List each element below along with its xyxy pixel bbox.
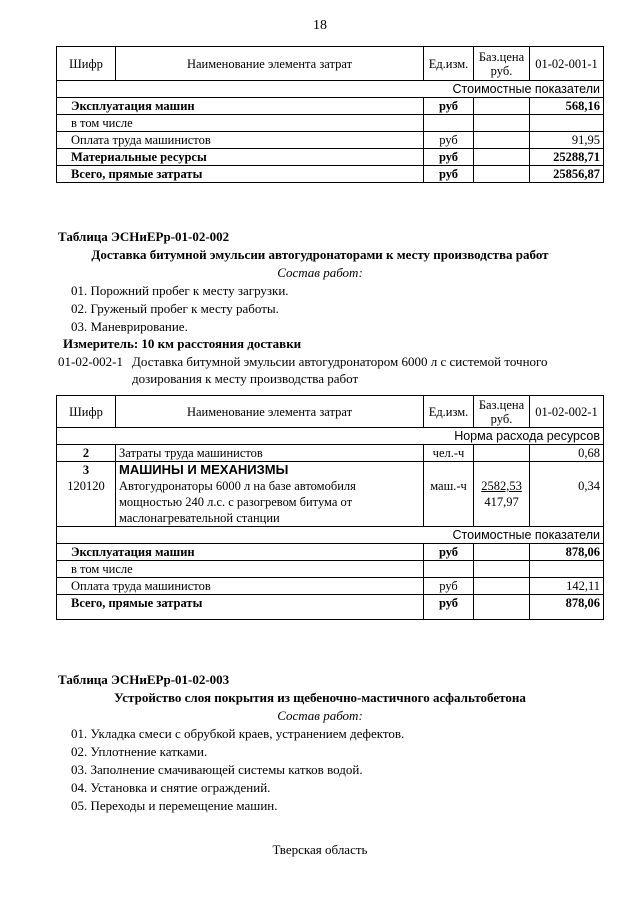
header-unit: Ед.изм.	[424, 396, 474, 428]
table-row	[57, 98, 604, 115]
header-price-line2: руб.	[490, 411, 513, 426]
row-unit: руб	[424, 544, 474, 561]
work-step: 01. Порожний пробег к месту загрузки.	[71, 283, 289, 298]
row-code: 120120	[57, 478, 116, 527]
table-row	[57, 578, 604, 595]
row-unit: руб	[424, 595, 474, 620]
table-row	[57, 166, 604, 183]
cost-table-2	[56, 395, 604, 620]
row-unit	[424, 115, 474, 132]
row-name-line: маслонагревательной станции	[119, 511, 280, 525]
meter-label: Измеритель: 10 км расстояния доставки	[63, 336, 302, 351]
table-title: Таблица ЭСНиЕРр-01-02-003	[58, 672, 230, 687]
table-row	[57, 595, 604, 620]
work-step: 02. Груженый пробег к месту работы.	[71, 301, 279, 316]
row-name-line: мощностью 240 л.с. с разогревом битума от	[119, 495, 353, 509]
work-step: 03. Заполнение смачивающей системы катков водой.	[71, 762, 363, 777]
table-title: Таблица ЭСНиЕРр-01-02-002	[58, 229, 230, 244]
item-description-2: дозирования к месту производства работ	[132, 371, 359, 386]
row-code: 2	[57, 445, 116, 462]
section-label: Стоимостные показатели	[57, 81, 604, 98]
row-value: 568,16	[530, 98, 604, 115]
table-row	[57, 445, 604, 462]
row-price	[474, 478, 530, 527]
row-value: 25288,71	[530, 149, 604, 166]
header-price	[474, 47, 530, 81]
work-step: 04. Установка и снятие ограждений.	[71, 780, 271, 795]
row-name-line: Автогудронаторы 6000 л на базе автомобиля	[119, 479, 356, 493]
table-row	[57, 561, 604, 578]
row-value: 878,06	[530, 595, 604, 620]
table-row	[57, 132, 604, 149]
row-code: 3	[57, 462, 116, 479]
section-label: Норма расхода ресурсов	[57, 428, 604, 445]
work-step: 02. Уплотнение катками.	[71, 744, 208, 759]
row-name: МАШИНЫ И МЕХАНИЗМЫ	[116, 462, 424, 479]
table-row	[57, 544, 604, 561]
table-header-row	[57, 47, 604, 81]
header-price	[474, 396, 530, 428]
header-price-line1: Баз.цена	[478, 49, 525, 64]
header-unit: Ед.изм.	[424, 47, 474, 81]
row-name: Материальные ресурсы	[57, 149, 424, 166]
section-heading: Устройство слоя покрытия из щебеночно-мастичного асфальтобетона	[114, 690, 526, 705]
header-code: Шифр	[57, 47, 116, 81]
work-step: 01. Укладка смеси с обрубкой краев, устранением дефектов.	[71, 726, 405, 741]
row-unit: руб	[424, 98, 474, 115]
table-row	[57, 149, 604, 166]
section-heading: Доставка битумной эмульсии автогудронаторами к месту производства работ	[91, 247, 549, 262]
row-name: Эксплуатация машин	[57, 98, 424, 115]
row-name	[116, 478, 424, 527]
row-value	[530, 561, 604, 578]
item-description-1: Доставка битумной эмульсии автогудронатором 6000 л с системой точного	[132, 354, 548, 369]
header-name: Наименование элемента затрат	[116, 47, 424, 81]
row-value: 25856,87	[530, 166, 604, 183]
page-footer: Тверская область	[272, 842, 368, 857]
section-label: Стоимостные показатели	[57, 527, 604, 544]
section-row	[57, 81, 604, 98]
section-row	[57, 527, 604, 544]
row-unit	[424, 561, 474, 578]
row-value: 0,68	[530, 445, 604, 462]
row-unit: руб	[424, 578, 474, 595]
row-unit: чел.-ч	[424, 445, 474, 462]
table-row	[57, 478, 604, 527]
header-code: Шифр	[57, 396, 116, 428]
row-name: в том числе	[57, 561, 424, 578]
row-name: Эксплуатация машин	[57, 544, 424, 561]
header-name: Наименование элемента затрат	[116, 396, 424, 428]
item-code: 01-02-002-1	[58, 354, 123, 369]
section-row	[57, 428, 604, 445]
price-line-1: 2582,53	[481, 479, 522, 493]
row-value: 142,11	[530, 578, 604, 595]
row-value: 91,95	[530, 132, 604, 149]
cost-table-1	[56, 46, 604, 183]
row-name: Всего, прямые затраты	[57, 166, 424, 183]
row-unit: руб	[424, 132, 474, 149]
row-name: в том числе	[57, 115, 424, 132]
composition-label: Состав работ:	[277, 708, 363, 723]
header-table-code: 01-02-001-1	[530, 47, 604, 81]
header-price-line1: Баз.цена	[478, 397, 525, 412]
header-table-code: 01-02-002-1	[530, 396, 604, 428]
page-number: 18	[313, 18, 327, 33]
row-unit: руб	[424, 149, 474, 166]
row-value	[530, 115, 604, 132]
header-price-line2: руб.	[490, 63, 513, 78]
row-name: Всего, прямые затраты	[57, 595, 424, 620]
composition-label: Состав работ:	[277, 265, 363, 280]
row-value: 878,06	[530, 544, 604, 561]
price-line-2: 417,97	[484, 495, 519, 509]
row-unit: маш.-ч	[424, 478, 474, 527]
row-value: 0,34	[530, 478, 604, 527]
row-unit: руб	[424, 166, 474, 183]
row-name: Оплата труда машинистов	[57, 578, 424, 595]
row-name: Оплата труда машинистов	[57, 132, 424, 149]
row-name: Затраты труда машинистов	[116, 445, 424, 462]
table-row	[57, 115, 604, 132]
table-row	[57, 462, 604, 479]
work-step: 03. Маневрирование.	[71, 319, 188, 334]
table-header-row	[57, 396, 604, 428]
work-step: 05. Переходы и перемещение машин.	[71, 798, 278, 813]
